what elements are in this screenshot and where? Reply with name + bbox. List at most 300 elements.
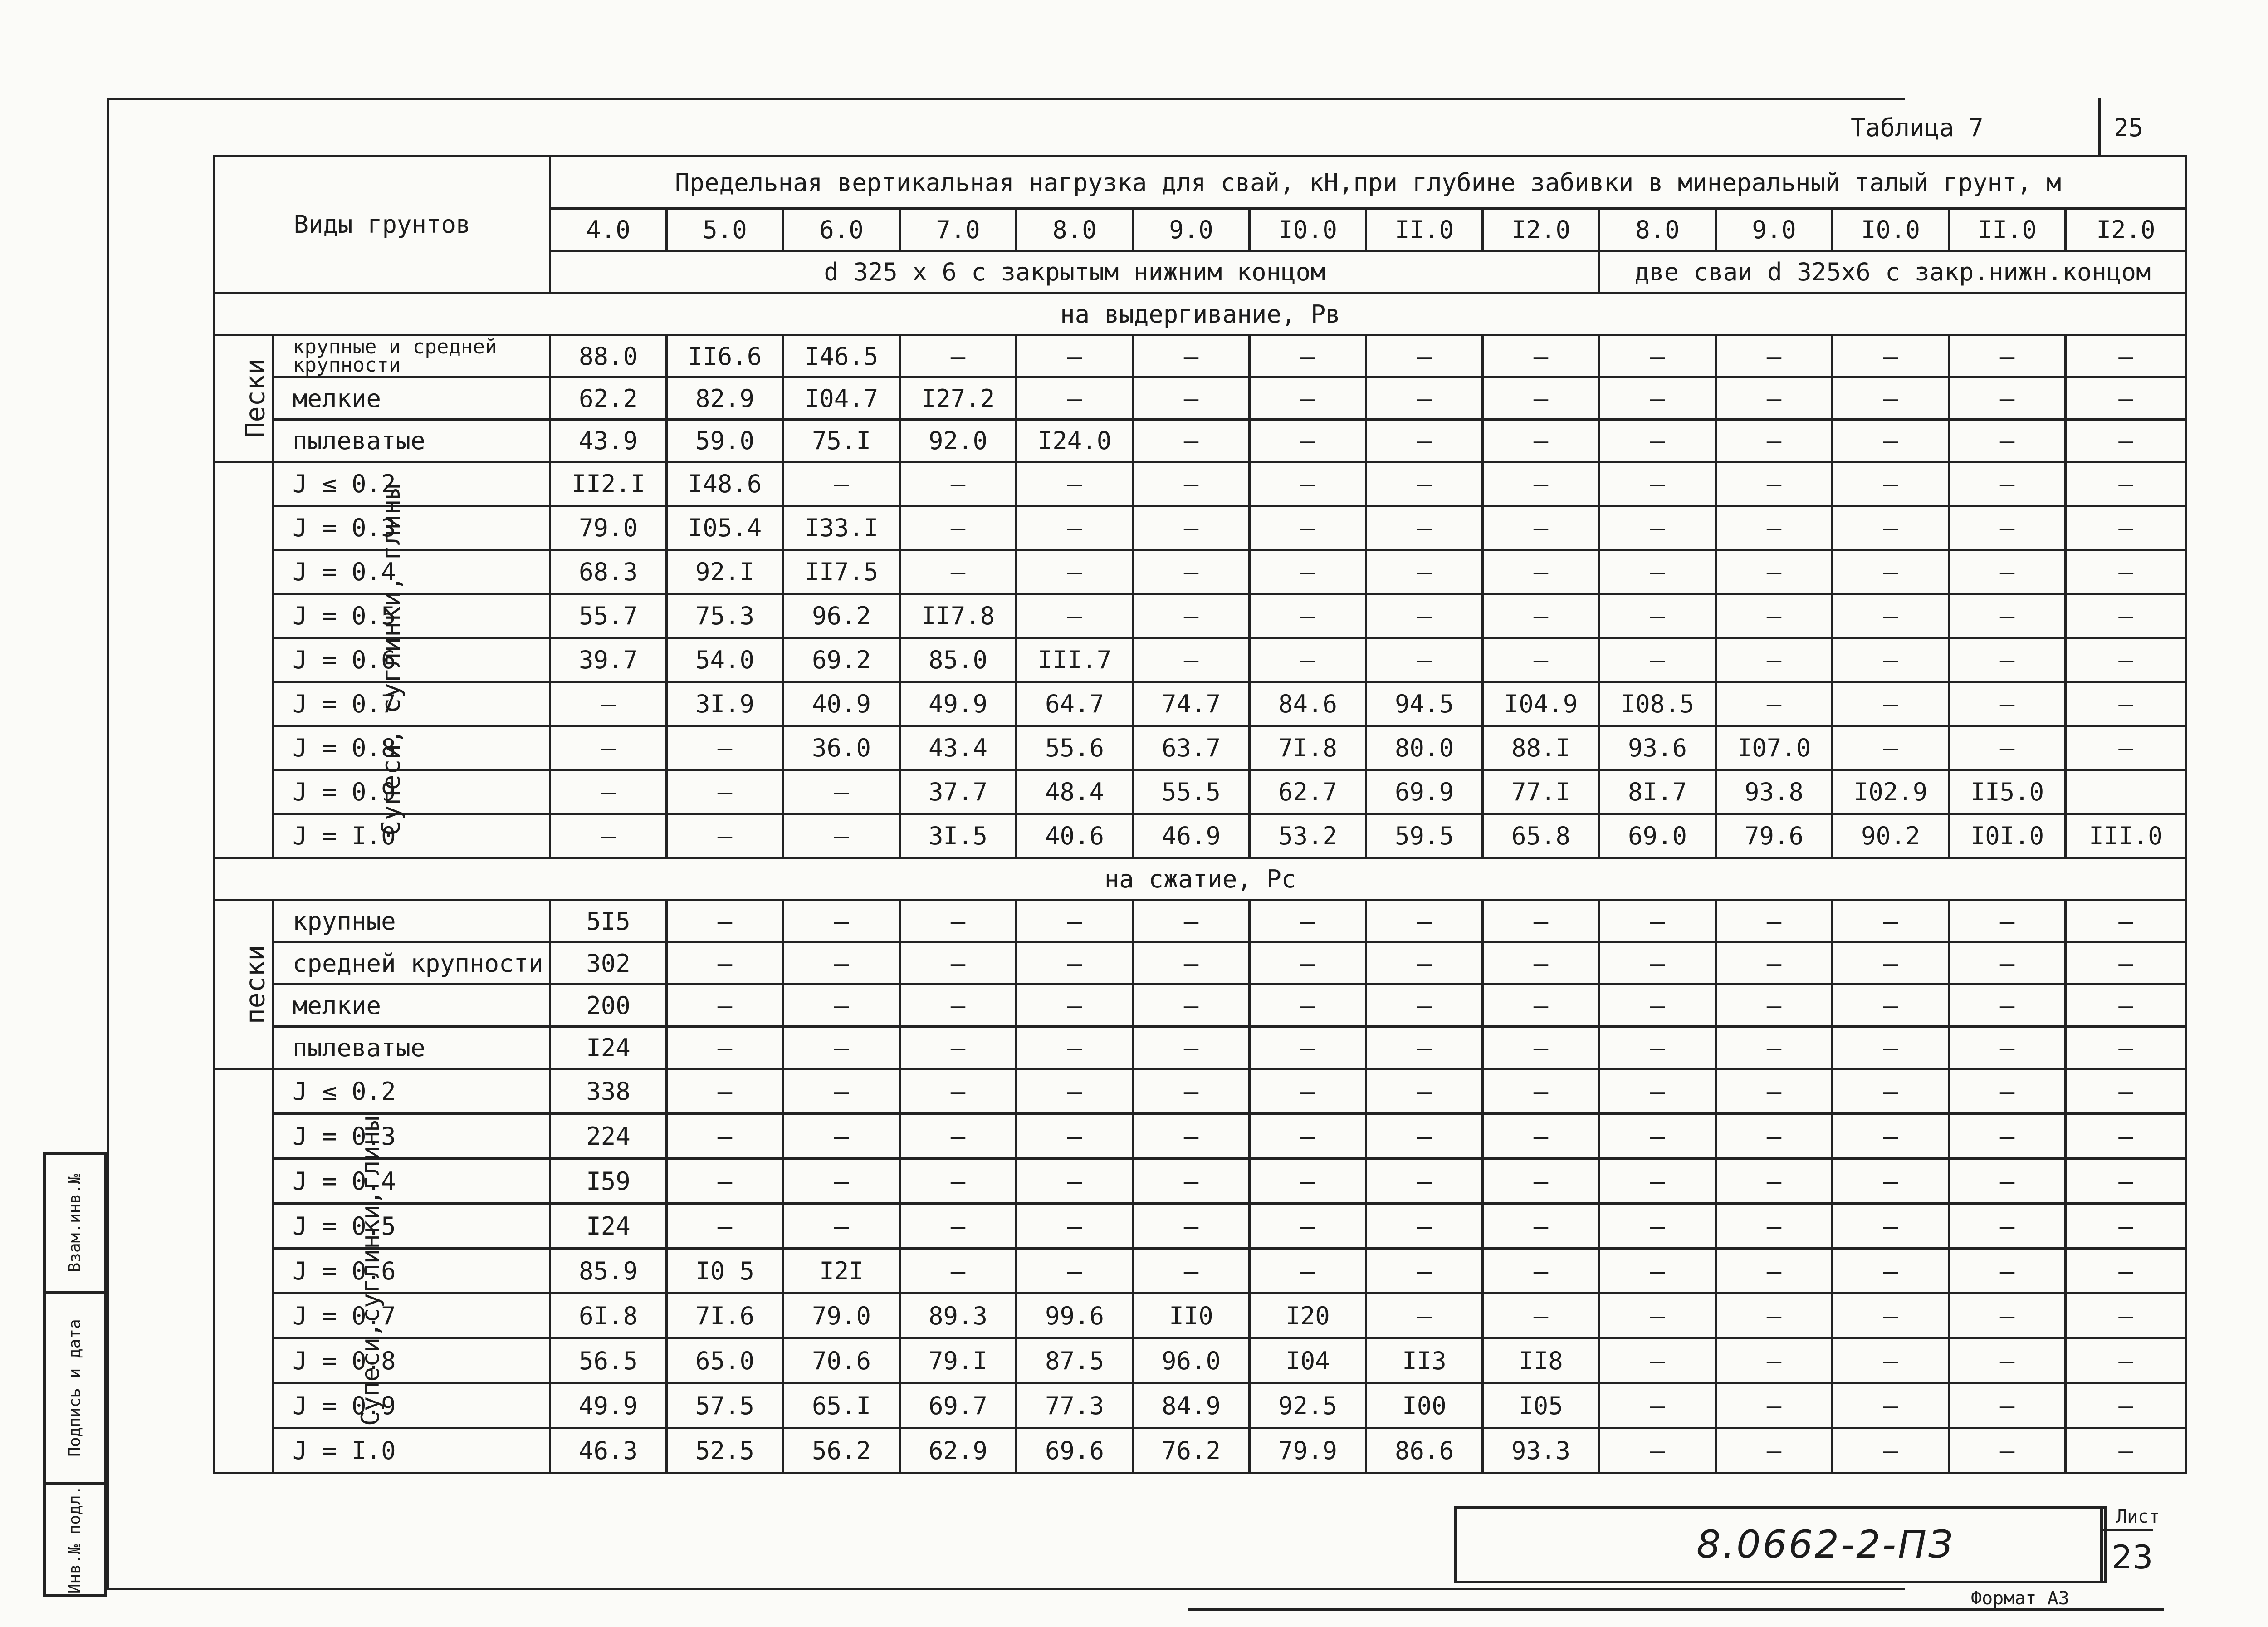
table-caption: Таблица 7 [1851, 113, 1984, 142]
value-cell: 46.3 [550, 1428, 667, 1473]
value-cell: – [2066, 550, 2186, 594]
value-cell: 48.4 [1017, 770, 1133, 814]
value-cell: – [1250, 638, 1366, 682]
value-cell: – [1366, 377, 1483, 420]
soil-label: J = 0.4 [274, 1159, 550, 1204]
table-row [215, 942, 2186, 985]
value-cell: – [1949, 335, 2066, 377]
value-cell: – [900, 335, 1017, 377]
soil-label: пылеватые [274, 1027, 550, 1069]
depth-header: 5.0 [667, 209, 783, 251]
value-cell: – [1599, 1249, 1716, 1294]
value-cell: – [1949, 550, 2066, 594]
value-cell: – [550, 814, 667, 858]
value-cell: – [1133, 942, 1250, 985]
value-cell: 92.0 [900, 420, 1017, 462]
value-cell: – [1833, 1294, 1949, 1338]
value-cell: – [1716, 638, 1833, 682]
value-cell: 59.5 [1366, 814, 1483, 858]
table-row [215, 638, 2186, 682]
table-row [215, 377, 2186, 420]
value-cell: 90.2 [1833, 814, 1949, 858]
value-cell: – [1483, 1027, 1599, 1069]
value-cell: – [783, 1027, 900, 1069]
value-cell: II3 [1366, 1338, 1483, 1383]
value-cell: – [900, 900, 1017, 942]
table-row [215, 814, 2186, 858]
value-cell: – [1716, 1114, 1833, 1159]
value-cell: – [1599, 1204, 1716, 1249]
value-cell: 62.7 [1250, 770, 1366, 814]
value-cell: – [667, 900, 783, 942]
value-cell: – [2066, 1204, 2186, 1249]
value-cell: 8I.7 [1599, 770, 1716, 814]
soil-label: мелкие [274, 377, 550, 420]
value-cell: 93.3 [1483, 1428, 1599, 1473]
value-cell: 92.I [667, 550, 783, 594]
depth-header: I0.0 [1833, 209, 1949, 251]
value-cell: – [1716, 1338, 1833, 1383]
value-cell: – [1833, 1159, 1949, 1204]
value-cell: – [1833, 462, 1949, 506]
soil-label: J = 0.7 [274, 1294, 550, 1338]
value-cell: – [1017, 1204, 1133, 1249]
table-row [215, 726, 2186, 770]
stamp-inv-no: Инв.№ подл. [65, 1485, 84, 1594]
value-cell: – [1716, 377, 1833, 420]
value-cell: 40.6 [1017, 814, 1133, 858]
value-cell: I07.0 [1716, 726, 1833, 770]
value-cell: – [1949, 1338, 2066, 1383]
value-cell: 6I.8 [550, 1294, 667, 1338]
value-cell: – [1949, 1069, 2066, 1114]
value-cell: – [1599, 1027, 1716, 1069]
value-cell: – [550, 770, 667, 814]
value-cell: 52.5 [667, 1428, 783, 1473]
value-cell: – [1366, 335, 1483, 377]
value-cell: – [1833, 942, 1949, 985]
value-cell: I48.6 [667, 462, 783, 506]
value-cell: – [1833, 1383, 1949, 1428]
soil-label: пылеватые [274, 420, 550, 462]
value-cell: – [1599, 1159, 1716, 1204]
table-row [215, 682, 2186, 726]
value-cell: 69.2 [783, 638, 900, 682]
value-cell: – [1366, 1159, 1483, 1204]
value-cell: 69.0 [1599, 814, 1716, 858]
value-cell: – [1133, 1114, 1250, 1159]
value-cell: 80.0 [1366, 726, 1483, 770]
value-cell: – [1716, 1383, 1833, 1428]
value-cell: – [1133, 420, 1250, 462]
value-cell: – [1483, 420, 1599, 462]
value-cell: 88.0 [550, 335, 667, 377]
value-cell: I33.I [783, 506, 900, 550]
stamp-cell-inv [46, 1482, 104, 1594]
value-cell: I04 [1250, 1338, 1366, 1383]
value-cell: – [1017, 335, 1133, 377]
value-cell: – [1250, 1114, 1366, 1159]
value-cell: I0I.0 [1949, 814, 2066, 858]
value-cell: – [2066, 594, 2186, 638]
value-cell: 88.I [1483, 726, 1599, 770]
value-cell: – [550, 682, 667, 726]
value-cell: – [1133, 1204, 1250, 1249]
value-cell: – [1599, 377, 1716, 420]
value-cell: – [900, 942, 1017, 985]
value-cell: – [1017, 1027, 1133, 1069]
table-row [215, 1159, 2186, 1204]
soil-label: J = 0.8 [274, 726, 550, 770]
value-cell: – [1833, 335, 1949, 377]
value-cell: – [1599, 1069, 1716, 1114]
table-row [215, 1027, 2186, 1069]
value-cell: 55.5 [1133, 770, 1250, 814]
soil-group-text: Пески [240, 358, 271, 438]
value-cell: – [900, 985, 1017, 1027]
value-cell: I24 [550, 1204, 667, 1249]
value-cell: 49.9 [900, 682, 1017, 726]
value-cell: – [1250, 1204, 1366, 1249]
value-cell: – [1599, 420, 1716, 462]
depth-header: II.0 [1949, 209, 2066, 251]
table-row [215, 335, 2186, 377]
soil-label: J = 0.3 [274, 506, 550, 550]
value-cell: 87.5 [1017, 1338, 1133, 1383]
value-cell: – [1250, 550, 1366, 594]
value-cell: 39.7 [550, 638, 667, 682]
value-cell: – [2066, 1159, 2186, 1204]
value-cell: – [1599, 942, 1716, 985]
value-cell: I46.5 [783, 335, 900, 377]
value-cell: 7I.8 [1250, 726, 1366, 770]
value-cell: – [2066, 1428, 2186, 1473]
value-cell: – [1833, 1428, 1949, 1473]
value-cell: II7.5 [783, 550, 900, 594]
value-cell: 65.8 [1483, 814, 1599, 858]
value-cell: 62.9 [900, 1428, 1017, 1473]
value-cell: I00 [1366, 1383, 1483, 1428]
value-cell: – [1716, 985, 1833, 1027]
value-cell: – [1949, 1114, 2066, 1159]
stamp-cell-replace [46, 1155, 104, 1291]
value-cell: – [667, 942, 783, 985]
value-cell: – [1017, 900, 1133, 942]
soil-group-label [215, 335, 274, 462]
value-cell: – [1483, 1114, 1599, 1159]
value-cell: 99.6 [1017, 1294, 1133, 1338]
value-cell: – [667, 770, 783, 814]
value-cell: – [1133, 900, 1250, 942]
value-cell: – [1483, 594, 1599, 638]
soil-label: J ≤ 0.2 [274, 1069, 550, 1114]
value-cell: – [1599, 506, 1716, 550]
value-cell: – [667, 1204, 783, 1249]
value-cell: II0 [1133, 1294, 1250, 1338]
load-table [213, 155, 2187, 1474]
value-cell: – [1250, 462, 1366, 506]
value-cell: – [1366, 1027, 1483, 1069]
value-cell: 75.I [783, 420, 900, 462]
value-cell: – [1133, 985, 1250, 1027]
value-cell: – [2066, 335, 2186, 377]
value-cell: 56.5 [550, 1338, 667, 1383]
depth-header: 8.0 [1599, 209, 1716, 251]
value-cell: – [1250, 1069, 1366, 1114]
value-cell: 76.2 [1133, 1428, 1250, 1473]
compression-section-label: на сжатие, Рс [215, 858, 2186, 900]
value-cell: – [550, 726, 667, 770]
value-cell: – [1017, 1114, 1133, 1159]
value-cell: – [1833, 550, 1949, 594]
value-cell: I59 [550, 1159, 667, 1204]
value-cell: – [1250, 900, 1366, 942]
value-cell: – [1017, 550, 1133, 594]
value-cell: – [783, 1159, 900, 1204]
pullout-section-label: на выдергивание, Рв [215, 293, 2186, 335]
value-cell: 69.7 [900, 1383, 1017, 1428]
value-cell: – [1716, 1069, 1833, 1114]
soil-label: мелкие [274, 985, 550, 1027]
value-cell: – [783, 900, 900, 942]
value-cell: – [1599, 550, 1716, 594]
depth-header: I2.0 [1483, 209, 1599, 251]
depth-header: 8.0 [1017, 209, 1133, 251]
value-cell: – [1833, 1204, 1949, 1249]
value-cell: – [667, 1114, 783, 1159]
value-cell: – [1833, 1114, 1949, 1159]
value-cell: – [1949, 1428, 2066, 1473]
value-cell: I04.7 [783, 377, 900, 420]
value-cell: – [1250, 506, 1366, 550]
value-cell: – [1716, 594, 1833, 638]
value-cell: – [1483, 900, 1599, 942]
sheet-label: Лист [2116, 1506, 2160, 1527]
value-cell: – [1716, 900, 1833, 942]
soil-label: J = I.0 [274, 1428, 550, 1473]
value-cell: 59.0 [667, 420, 783, 462]
value-cell: – [1949, 638, 2066, 682]
value-cell: – [1483, 550, 1599, 594]
value-cell: – [2066, 638, 2186, 682]
value-cell: – [1716, 550, 1833, 594]
value-cell: – [1833, 594, 1949, 638]
value-cell: – [667, 814, 783, 858]
value-cell: 93.8 [1716, 770, 1833, 814]
value-cell: – [1017, 1249, 1133, 1294]
value-cell: – [2066, 900, 2186, 942]
value-cell: – [1949, 942, 2066, 985]
value-cell: – [900, 1204, 1017, 1249]
value-cell: – [1833, 1069, 1949, 1114]
value-cell: – [1483, 335, 1599, 377]
value-cell: – [1949, 1294, 2066, 1338]
value-cell: – [1017, 1159, 1133, 1204]
value-cell: – [1133, 462, 1250, 506]
depth-header: I2.0 [2066, 209, 2186, 251]
value-cell: – [1599, 594, 1716, 638]
value-cell: – [1599, 335, 1716, 377]
value-cell: 36.0 [783, 726, 900, 770]
table-row [215, 1428, 2186, 1473]
value-cell: – [1250, 335, 1366, 377]
value-cell: – [1599, 638, 1716, 682]
value-cell: – [667, 985, 783, 1027]
value-cell: – [2066, 1294, 2186, 1338]
value-cell: – [1366, 462, 1483, 506]
double-pile-label: две сваи d 325x6 с закр.нижн.концом [1599, 251, 2186, 293]
value-cell: – [1133, 594, 1250, 638]
value-cell: I04.9 [1483, 682, 1599, 726]
value-cell: 200 [550, 985, 667, 1027]
value-cell: – [1716, 420, 1833, 462]
soil-label: крупные и средней крупности [274, 335, 550, 377]
soil-group-text: Супеси, суглинки, глины [376, 484, 406, 836]
value-cell: – [1833, 377, 1949, 420]
value-cell: – [1017, 942, 1133, 985]
value-cell: 7I.6 [667, 1294, 783, 1338]
value-cell: 84.9 [1133, 1383, 1250, 1428]
depth-header: I0.0 [1250, 209, 1366, 251]
value-cell: II5.0 [1949, 770, 2066, 814]
value-cell: – [1250, 1159, 1366, 1204]
value-cell: – [2066, 462, 2186, 506]
value-cell: – [2066, 942, 2186, 985]
value-cell: – [1833, 726, 1949, 770]
soil-label: J = 0.9 [274, 1383, 550, 1428]
value-cell: – [1366, 1249, 1483, 1294]
value-cell: – [1833, 638, 1949, 682]
value-cell: 85.9 [550, 1249, 667, 1294]
value-cell: – [1599, 462, 1716, 506]
value-cell: – [1949, 1159, 2066, 1204]
value-cell: – [1250, 1249, 1366, 1294]
value-cell: 3I.5 [900, 814, 1017, 858]
value-cell: 92.5 [1250, 1383, 1366, 1428]
value-cell: – [900, 1159, 1017, 1204]
value-cell: II2.I [550, 462, 667, 506]
soil-label: J = 0.6 [274, 638, 550, 682]
value-cell: – [900, 462, 1017, 506]
depth-header: 6.0 [783, 209, 900, 251]
value-cell: – [1833, 1338, 1949, 1383]
stamp-replace-inv: Взам.инв.№ [65, 1174, 84, 1273]
value-cell: – [1599, 900, 1716, 942]
value-cell: – [783, 1204, 900, 1249]
value-cell: 93.6 [1599, 726, 1716, 770]
value-cell: 55.6 [1017, 726, 1133, 770]
value-cell: III.7 [1017, 638, 1133, 682]
value-cell: 86.6 [1366, 1428, 1483, 1473]
value-cell: – [1366, 900, 1483, 942]
value-cell: – [783, 770, 900, 814]
header-row-title [215, 157, 2186, 209]
value-cell: 82.9 [667, 377, 783, 420]
value-cell: – [1949, 682, 2066, 726]
top-frame-line [109, 98, 1905, 100]
table-row [215, 1249, 2186, 1294]
value-cell: – [1366, 1114, 1483, 1159]
value-cell: I0 5 [667, 1249, 783, 1294]
value-cell: 62.2 [550, 377, 667, 420]
value-cell: – [1250, 420, 1366, 462]
soil-label: J = 0.5 [274, 1204, 550, 1249]
depth-header: 9.0 [1133, 209, 1250, 251]
section-row [215, 858, 2186, 900]
value-cell: – [1017, 506, 1133, 550]
soil-label: J = 0.8 [274, 1338, 550, 1383]
single-pile-label: d 325 x 6 с закрытым нижним концом [550, 251, 1599, 293]
value-cell: I08.5 [1599, 682, 1716, 726]
value-cell: – [1599, 1294, 1716, 1338]
table-row [215, 1338, 2186, 1383]
value-cell: 96.2 [783, 594, 900, 638]
value-cell: – [1949, 506, 2066, 550]
value-cell: – [1949, 420, 2066, 462]
value-cell: 40.9 [783, 682, 900, 726]
value-cell: – [1599, 1383, 1716, 1428]
value-cell: 65.0 [667, 1338, 783, 1383]
soil-label: J = 0.7 [274, 682, 550, 726]
value-cell: 70.6 [783, 1338, 900, 1383]
value-cell: 56.2 [783, 1428, 900, 1473]
table-row [215, 1114, 2186, 1159]
table-row [215, 1383, 2186, 1428]
value-cell: – [1833, 682, 1949, 726]
document-code: 8.0662-2-ПЗ [1696, 1522, 1955, 1567]
value-cell: – [783, 1069, 900, 1114]
value-cell: – [900, 506, 1017, 550]
value-cell: 53.2 [1250, 814, 1366, 858]
main-title: Предельная вертикальная нагрузка для свай, кН,при глубине забивки в минеральный талый грунт, м [550, 157, 2186, 209]
value-cell: – [1366, 638, 1483, 682]
value-cell: – [1833, 900, 1949, 942]
page-number-divider [2098, 98, 2101, 157]
value-cell: – [2066, 1383, 2186, 1428]
depth-header: 9.0 [1716, 209, 1833, 251]
value-cell: 54.0 [667, 638, 783, 682]
value-cell: – [1949, 594, 2066, 638]
value-cell: – [1017, 462, 1133, 506]
value-cell: 75.3 [667, 594, 783, 638]
value-cell: – [1949, 900, 2066, 942]
table-row [215, 550, 2186, 594]
value-cell: 37.7 [900, 770, 1017, 814]
value-cell: II8 [1483, 1338, 1599, 1383]
value-cell: I24.0 [1017, 420, 1133, 462]
value-cell: – [1949, 1249, 2066, 1294]
value-cell: – [1017, 377, 1133, 420]
value-cell: 338 [550, 1069, 667, 1114]
value-cell: – [1017, 594, 1133, 638]
value-cell: I02.9 [1833, 770, 1949, 814]
value-cell: – [1483, 1249, 1599, 1294]
value-cell: 69.6 [1017, 1428, 1133, 1473]
format-label: Формат А3 [1971, 1588, 2069, 1609]
value-cell: – [1366, 1204, 1483, 1249]
value-cell: – [783, 942, 900, 985]
value-cell: – [1133, 1069, 1250, 1114]
value-cell: – [2066, 985, 2186, 1027]
value-cell: – [1133, 335, 1250, 377]
value-cell: – [2066, 420, 2186, 462]
value-cell: 79.6 [1716, 814, 1833, 858]
table-row [215, 1069, 2186, 1114]
value-cell: – [1833, 506, 1949, 550]
value-cell: 46.9 [1133, 814, 1250, 858]
value-cell: – [1366, 985, 1483, 1027]
value-cell: – [1483, 377, 1599, 420]
